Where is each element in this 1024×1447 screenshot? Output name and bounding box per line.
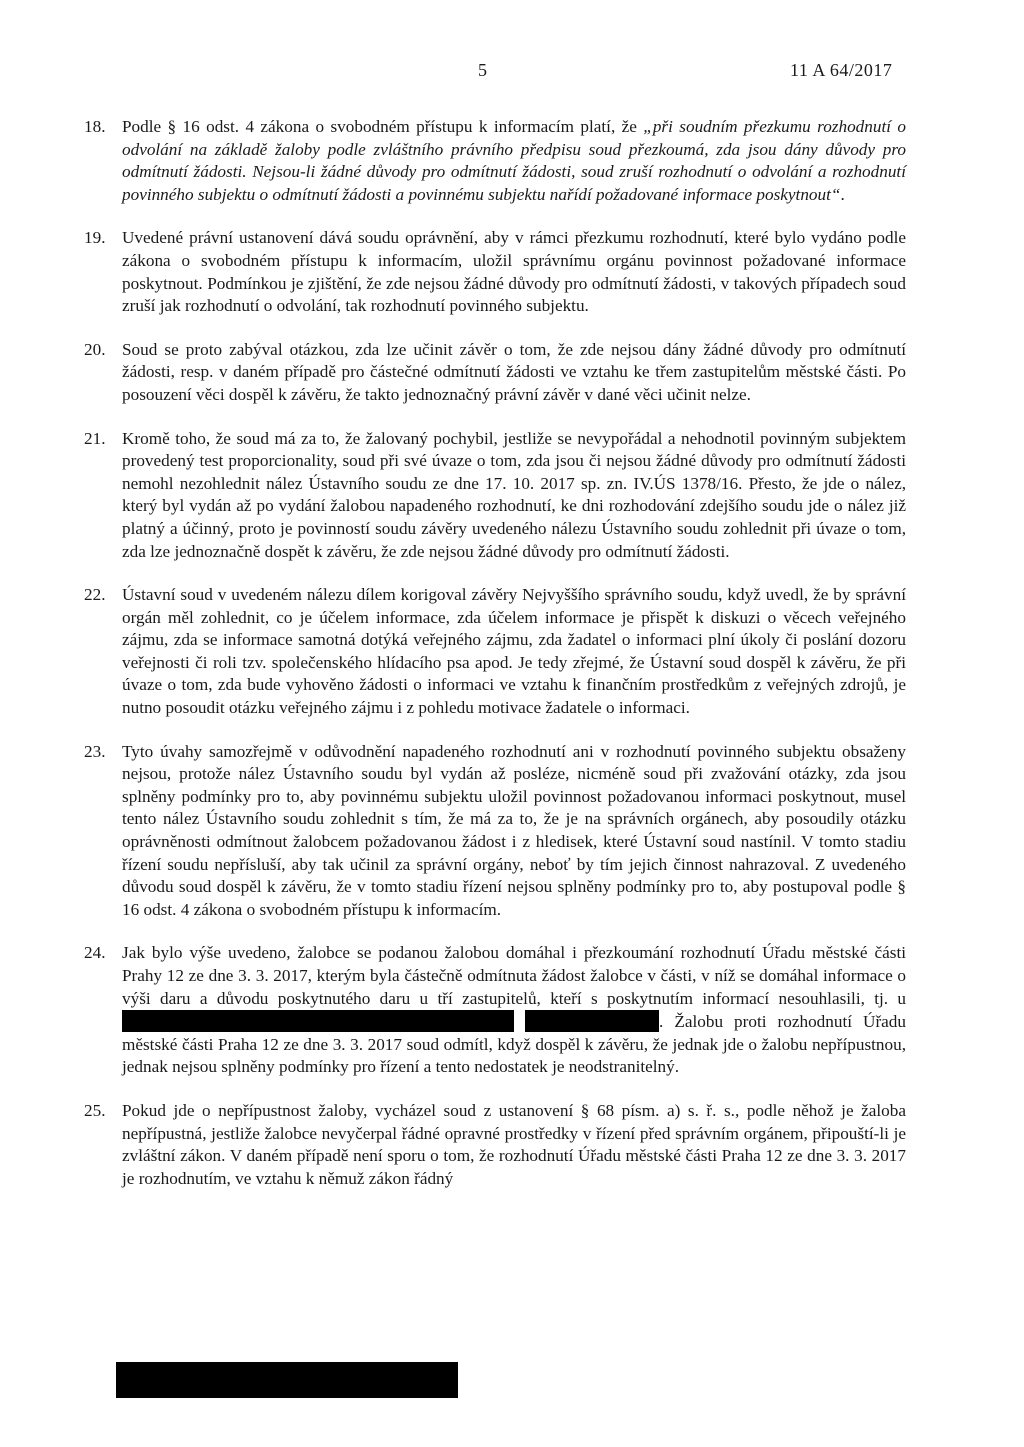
paragraph-number: 22. — [84, 585, 106, 605]
redaction-block — [525, 1010, 659, 1032]
paragraph-text: Pokud jde o nepřípustnost žaloby, vycházel soud z ustanovení § 68 písm. a) s. ř. s., podle něhož je žaloba nepřípustná, jestliže žalobce nevyčerpal řádné opravné prostředky v řízení před správním orgánem, připouští-li je zvláštní zákon. V daném případě není sporu o tom, že rozhodnutí Úřadu městské části Praha 12 ze dne 3. 3. 2017 je rozhodnutím, ve vztahu k němuž zákon řádný — [122, 1100, 906, 1188]
footer-redaction-block — [116, 1362, 458, 1398]
document-body — [84, 116, 906, 1211]
paragraph-24 — [84, 942, 906, 1079]
paragraph-text: Ústavní soud v uvedeném nálezu dílem korigoval závěry Nejvyššího správního soudu, když uvedl, že by správní orgán měl zohlednit, co je účelem informace, zda účelem informace je přispět k diskuzi o věcech veřejného zájmu, zda se informace samotná dotýká veřejného zájmu, zda žadatel o informaci plní úkoly či poslání dozoru veřejnosti či roli tzv. společenského hlídacího psa apod. Je tedy zřejmé, že Ústavní soud dospěl k závěru, že při úvaze o tom, zda bude vyhověno žádosti o informaci ve vztahu k finančním prostředkům z veřejných zdrojů, je nutno posoudit otázku veřejného zájmu i z pohledu motivace žadatele o informaci. — [122, 585, 906, 718]
paragraph-end: . — [840, 184, 845, 204]
paragraph-text: Uvedené právní ustanovení dává soudu oprávnění, aby v rámci přezkumu rozhodnutí, které bylo vydáno podle zákona o svobodném přístupu k informacím, uložil správnímu orgánu povinnost požadované informace poskytnout. Podmínkou je zjištění, že zde nejsou žádné důvody pro odmítnutí žádosti, v takových případech soud zruší jak rozhodnutí o odvolání, tak rozhodnutí povinného subjektu. — [122, 228, 906, 316]
redaction-block — [122, 1010, 514, 1032]
paragraph-19 — [84, 227, 906, 317]
paragraph-21 — [84, 428, 906, 564]
paragraph-text-continued: . Žalobu proti rozhodnutí Úřadu městské části Praha 12 ze dne 3. 3. 2017 soud odmítl, když dospěl k závěru, že jednak jde o žalobu nepřípustnou, jednak nejsou splněny podmínky pro řízení a tento nedostatek je neodstranitelný. — [122, 1012, 906, 1077]
paragraph-number: 18. — [84, 117, 106, 136]
paragraph-text: Podle § 16 odst. 4 zákona o svobodném přístupu k informacím platí, že — [122, 117, 644, 136]
paragraph-text: Jak bylo výše uvedeno, žalobce se podanou žalobou domáhal i přezkoumání rozhodnutí Úřadu městské části Prahy 12 ze dne 3. 3. 2017, kterým byla částečně odmítnuta žádost žalobce v části, v níž se domáhal informace o výši daru a důvodu poskytnutého daru u tří zastupitelů, kteří s poskytnutím informací nesouhlasili, tj. u — [122, 943, 906, 1008]
case-number: 11 A 64/2017 — [790, 60, 893, 80]
paragraph-number: 25. — [84, 1100, 106, 1120]
paragraph-number: 23. — [84, 741, 106, 761]
paragraph-20 — [84, 339, 906, 407]
paragraph-23 — [84, 741, 906, 922]
page-header — [0, 60, 1024, 84]
paragraph-text: Tyto úvahy samozřejmě v odůvodnění napadeného rozhodnutí ani v rozhodnutí povinného subjektu obsaženy nejsou, protože nález Ústavního soudu byl vydán až posléze, nicméně soud při zvažování otázky, zda jsou splněny podmínky pro to, aby povinnému subjektu uložil povinnost požadovanou informaci poskytnout, musel tento nález Ústavního soudu zohlednit s tím, že má za to, že je na správních orgánech, aby posoudily otázku oprávněnosti odmítnout žalobcem požadovanou žádost i z hledisek, které Ústavní soud nastínil. V tomto stadiu řízení soudu nepřísluší, aby tak učinil za správní orgány, neboť by tím jejich činnost nahrazoval. Z uvedeného důvodu soud dospěl k závěru, že v tomto stadiu řízení nejsou splněny podmínky pro to, aby postupoval podle § 16 odst. 4 zákona o svobodném přístupu k informacím. — [122, 741, 906, 919]
paragraph-number: 19. — [84, 228, 106, 248]
paragraph-22 — [84, 584, 906, 720]
paragraph-text: Kromě toho, že soud má za to, že žalovaný pochybil, jestliže se nevypořádal a nehodnotil povinným subjektem provedený test proporcionality, soud při své úvaze o tom, zda jsou či nejsou žádné důvody pro odmítnutí žádosti nemohl nezohlednit nález Ústavního soudu ze dne 17. 10. 2017 sp. zn. IV.ÚS 1378/16. Přesto, že jde o nález, který byl vydán až po vydání žalobou napadeného rozhodnutí, ke dni rozhodování zdejšího soudu jde o nález již platný a účinný, proto je povinností soudu závěry uvedeného nálezu Ústavního soudu zohlednit při úvaze o tom, zda lze jednoznačně dospět k závěru, že zde nejsou žádné důvody pro odmítnutí žádosti. — [122, 428, 906, 561]
paragraph-number: 20. — [84, 339, 106, 359]
paragraph-text: Soud se proto zabýval otázkou, zda lze učinit závěr o tom, že zde nejsou dány žádné důvody pro odmítnutí žádosti, resp. v daném případě pro částečné odmítnutí žádosti ve vztahu ke třem zastupitelům městské části. Po posouzení věci dospěl k závěru, že takto jednoznačný právní závěr v dané věci učinit nelze. — [122, 339, 906, 404]
paragraph-25 — [84, 1100, 906, 1190]
paragraph-18 — [84, 116, 906, 206]
page-number: 5 — [478, 60, 487, 80]
paragraph-number: 21. — [84, 428, 106, 448]
paragraph-number: 24. — [84, 943, 106, 963]
statute-quote: „při soudním přezkumu rozhodnutí o odvolání na základě žaloby podle zvláštního právního předpisu soud přezkoumá, zda jsou dány důvody pro odmítnutí žádosti. Nejsou-li žádné důvody pro odmítnutí žádosti, soud zruší rozhodnutí o odvolání a rozhodnutí povinného subjektu o odmítnutí žádosti a povinnému subjektu nařídí požadované informace poskytnout“ — [122, 117, 906, 204]
